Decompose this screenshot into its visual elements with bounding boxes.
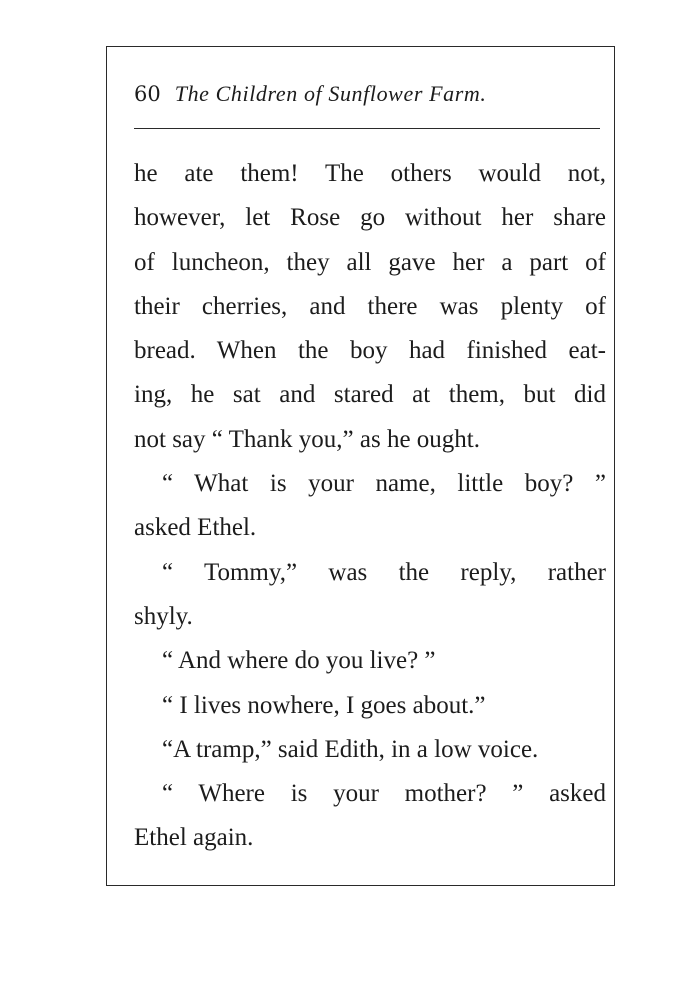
text-line: Ethel again. — [134, 824, 254, 852]
page-number: 60 — [134, 82, 161, 106]
text-line: “ And where do you live? ” — [162, 647, 436, 675]
text-line: “ What is your name, little boy? ” — [162, 470, 606, 498]
text-line: however, let Rose go without her share — [134, 204, 606, 232]
text-line: ing, he sat and stared at them, but did — [134, 381, 606, 409]
text-line: “ I lives nowhere, I goes about.” — [162, 691, 486, 719]
text-line: “ Tommy,” was the reply, rather — [162, 558, 606, 586]
text-line: of luncheon, they all gave her a part of — [134, 248, 606, 276]
text-line: shyly. — [134, 602, 193, 630]
text-line: not say “ Thank you,” as he ought. — [134, 425, 480, 453]
text-line: “ Where is your mother? ” asked — [162, 780, 606, 808]
text-line: their cherries, and there was plenty of — [134, 292, 606, 320]
body-text — [134, 152, 606, 861]
text-line: asked Ethel. — [134, 514, 257, 542]
running-head — [134, 78, 594, 110]
text-line: bread. When the boy had finished eat- — [134, 337, 606, 365]
header-rule — [134, 128, 600, 129]
text-line: “A tramp,” said Edith, in a low voice. — [162, 735, 539, 763]
text-line: he ate them! The others would not, — [134, 160, 606, 187]
book-title: The Children of Sunflower Farm. — [174, 81, 487, 106]
